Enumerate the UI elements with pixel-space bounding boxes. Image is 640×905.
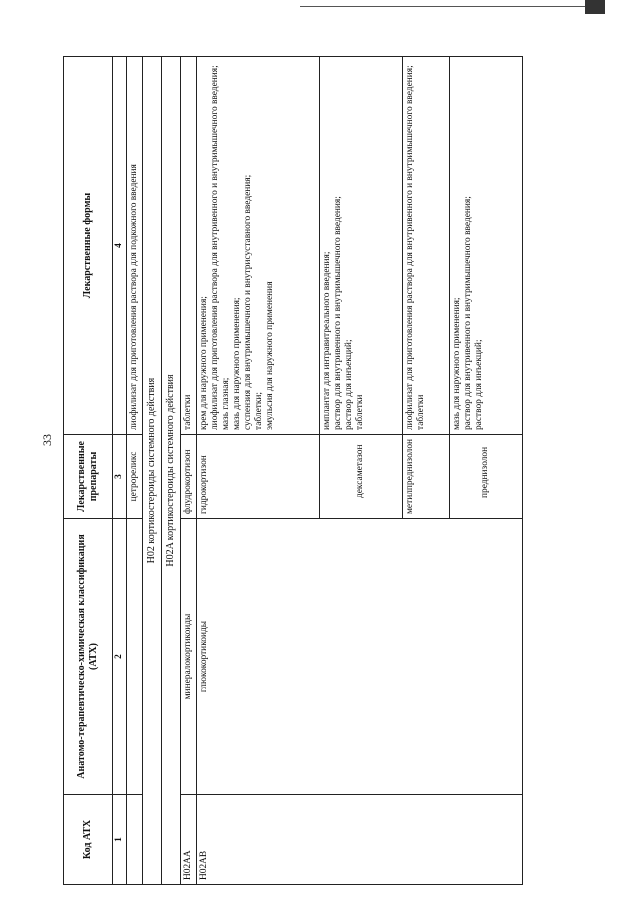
drug-name: дексаметазон (319, 435, 402, 519)
header-row (64, 57, 113, 885)
header-atc-class: Анатомо-терапевтическо-химическая классификация (АТХ) (64, 519, 113, 795)
scan-edge-mark (585, 0, 605, 14)
dosage-form-line: раствор для внутривенного и внутримышечного введения; (462, 196, 473, 430)
dosage-form-line: мазь для наружного применения; (232, 297, 243, 430)
col-number: 4 (113, 57, 127, 435)
dosage-form-line: лиофилизат для приготовления раствора для внутривенного и внутримышечного введения; (404, 65, 415, 430)
dosage-form-line: крем для наружного применения; (198, 296, 209, 430)
header-forms: Лекарственные формы (64, 57, 113, 435)
section-row (161, 57, 180, 885)
atc-class: минералокортикоиды (180, 519, 196, 795)
dosage-form-line: таблетки (182, 394, 193, 430)
dosage-forms (402, 57, 449, 435)
column-number-row (113, 57, 127, 885)
dosage-form-line: таблетки (415, 394, 426, 430)
dosage-form-line: лиофилизат для приготовления раствора для подкожного введения (129, 164, 140, 430)
drug-name: цетрореликс (127, 435, 143, 519)
dosage-form-line: раствор для инъекций; (474, 339, 485, 430)
scan-edge-line (300, 0, 590, 7)
dosage-form-line: эмульсия для наружного применения (265, 281, 276, 430)
col-number: 2 (113, 519, 127, 795)
dosage-forms (196, 57, 319, 435)
atc-code-cell (127, 795, 143, 885)
drug-name: флудрокортизон (180, 435, 196, 519)
col-number: 3 (113, 435, 127, 519)
dosage-form-line: лиофилизат для приготовления раствора для внутривенного и внутримышечного введения; (209, 65, 220, 430)
header-drugs: Лекарственные препараты (64, 435, 113, 519)
drug-name: гидрокортизон (196, 435, 319, 519)
dosage-form-line: таблетки (355, 394, 366, 430)
drug-table (63, 56, 523, 885)
table-row (196, 57, 319, 885)
dosage-form-line: таблетки; (254, 391, 265, 430)
section-heading: H02 кортикостероиды системного действия (143, 57, 162, 885)
table-row (180, 57, 196, 885)
dosage-form-line: суспензия для внутримышечного и внутрисуставного введения; (243, 174, 254, 430)
dosage-form-line: раствор для инъекций; (344, 339, 355, 430)
header-code: Код АТХ (64, 795, 113, 885)
atc-code: H02AA (180, 795, 196, 885)
dosage-forms (449, 57, 522, 435)
atc-code: H02AB (196, 795, 522, 885)
drug-name: преднизолон (449, 435, 522, 519)
dosage-form-line: имплантат для интравитреального введения; (321, 251, 332, 430)
dosage-form-line: мазь глазная; (221, 377, 232, 430)
dosage-forms (180, 57, 196, 435)
drug-name: метилпреднизолон (402, 435, 449, 519)
dosage-form-line: мазь для наружного применения; (451, 297, 462, 430)
section-heading: H02A кортикостероиды системного действия (161, 57, 180, 885)
table-row (127, 57, 143, 885)
page-number: 33 (40, 434, 54, 446)
atc-class-cell (127, 519, 143, 795)
dosage-form-line: раствор для внутривенного и внутримышечного введения; (332, 196, 343, 430)
rotated-table-wrapper (63, 57, 523, 885)
section-row (143, 57, 162, 885)
dosage-forms (127, 57, 143, 435)
dosage-forms (319, 57, 402, 435)
col-number: 1 (113, 795, 127, 885)
atc-class: глюкокортикоиды (196, 519, 522, 795)
